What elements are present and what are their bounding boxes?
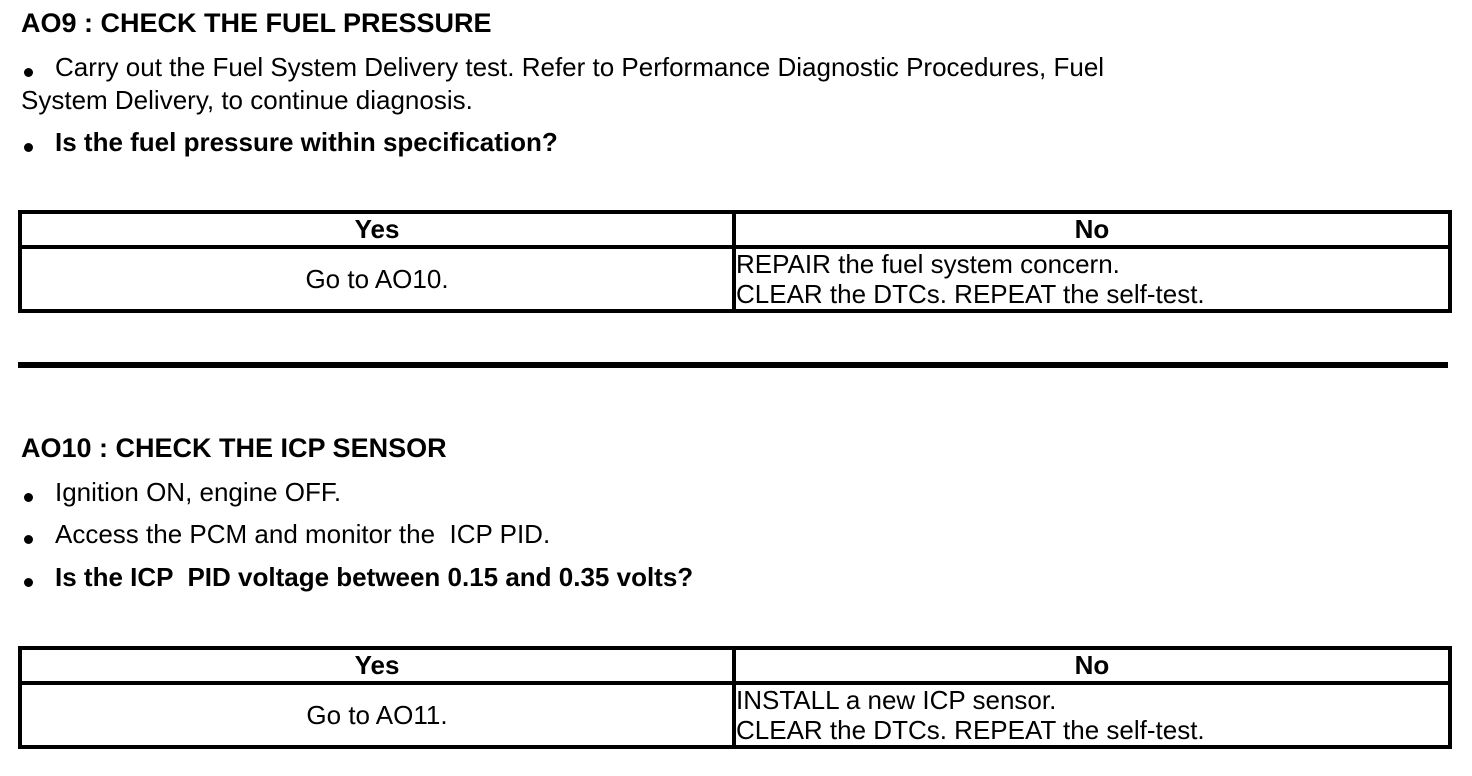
no-action-line2: CLEAR the DTCs. REPEAT the self-test.	[736, 715, 1205, 745]
yes-no-table-ao10	[18, 646, 1452, 749]
question-icp-voltage	[21, 561, 693, 594]
no-action-line2: CLEAR the DTCs. REPEAT the self-test.	[736, 279, 1205, 309]
step-monitor-icp-pid	[21, 518, 550, 551]
yes-header: Yes	[20, 648, 734, 683]
step-text: Ignition ON, engine OFF.	[55, 477, 342, 507]
step-text-line1: Carry out the Fuel System Delivery test. Refer to Performance Diagnostic Procedures, Fuel	[55, 52, 1105, 82]
section-title-ao10: AO10 : CHECK THE ICP SENSOR	[21, 433, 447, 463]
question-text: Is the fuel pressure within specification?	[55, 127, 558, 157]
step-text: Access the PCM and monitor the ICP PID.	[55, 519, 551, 549]
section-title-ao9: AO9 : CHECK THE FUEL PRESSURE	[21, 8, 492, 38]
no-action-line1: INSTALL a new ICP sensor.	[736, 685, 1057, 715]
section-divider	[18, 362, 1448, 368]
yes-header: Yes	[20, 212, 734, 247]
yes-action: Go to AO11.	[20, 683, 734, 747]
no-header: No	[734, 648, 1450, 683]
no-action	[734, 247, 1450, 311]
step-fuel-delivery-test	[21, 51, 1421, 117]
no-action-line1: REPAIR the fuel system concern.	[736, 249, 1120, 279]
yes-action: Go to AO10.	[20, 247, 734, 311]
yes-no-table-ao9	[18, 210, 1452, 313]
question-fuel-pressure	[21, 126, 558, 159]
question-text: Is the ICP PID voltage between 0.15 and 0.35 volts?	[55, 562, 694, 592]
step-text-line2: System Delivery, to continue diagnosis.	[21, 85, 473, 115]
no-action	[734, 683, 1450, 747]
step-ignition-on	[21, 476, 341, 509]
no-header: No	[734, 212, 1450, 247]
